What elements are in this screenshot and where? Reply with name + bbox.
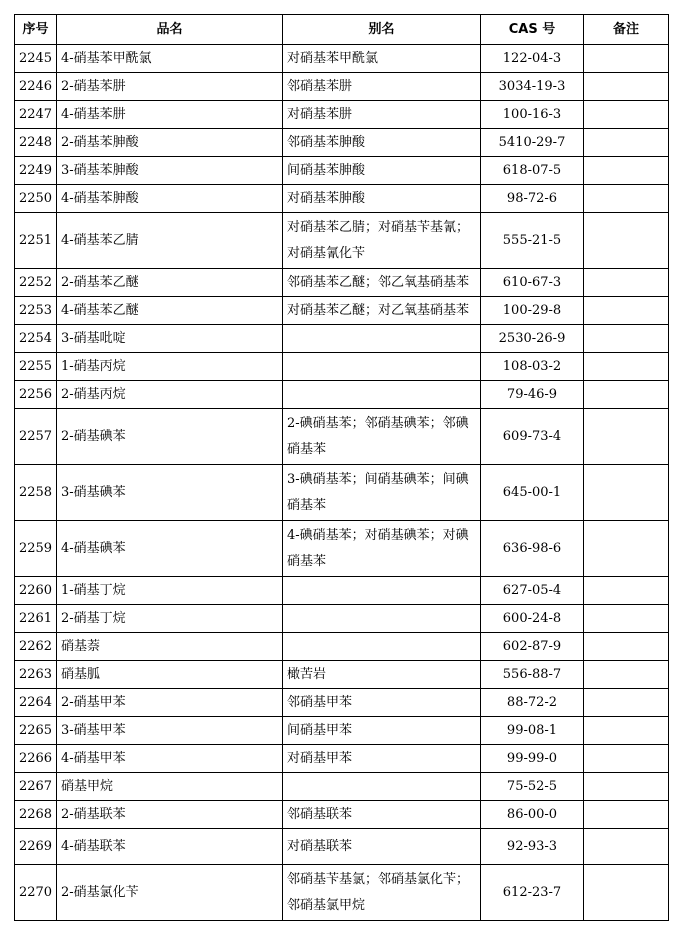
cell-name: 4-硝基联苯 — [57, 829, 283, 865]
alias-text: 邻硝基联苯 — [287, 806, 353, 822]
alias-text: 邻硝基苯肼 — [287, 78, 353, 94]
cell-note — [584, 865, 669, 921]
cell-alias — [283, 577, 481, 605]
cell-note — [584, 297, 669, 325]
cell-cas: 2530-26-9 — [481, 325, 584, 353]
cell-alias — [283, 325, 481, 353]
cell-note — [584, 689, 669, 717]
cell-cas: 98-72-6 — [481, 185, 584, 213]
cell-note — [584, 745, 669, 773]
cell-serial: 2268 — [15, 801, 57, 829]
cell-name: 2-硝基碘苯 — [57, 409, 283, 465]
cell-note — [584, 157, 669, 185]
alias-text: 邻硝基甲苯 — [287, 694, 353, 710]
table-row — [15, 325, 669, 353]
cell-note — [584, 801, 669, 829]
cell-alias — [283, 381, 481, 409]
cell-alias — [283, 45, 481, 73]
cell-serial: 2263 — [15, 661, 57, 689]
cell-alias — [283, 605, 481, 633]
cell-name: 4-硝基苯乙腈 — [57, 213, 283, 269]
cell-name: 4-硝基苯甲酰氯 — [57, 45, 283, 73]
cell-cas: 99-08-1 — [481, 717, 584, 745]
table-row — [15, 605, 669, 633]
cell-alias — [283, 129, 481, 157]
table-row — [15, 101, 669, 129]
cell-cas: 555-21-5 — [481, 213, 584, 269]
cell-note — [584, 325, 669, 353]
alias-text: 4-碘硝基苯；对硝基碘苯；对碘硝基苯 — [287, 527, 469, 569]
cell-name: 4-硝基苯乙醚 — [57, 297, 283, 325]
cell-serial: 2256 — [15, 381, 57, 409]
table-row — [15, 213, 669, 269]
cell-serial: 2245 — [15, 45, 57, 73]
table-row — [15, 45, 669, 73]
table-row — [15, 157, 669, 185]
cell-cas: 612-23-7 — [481, 865, 584, 921]
alias-text: 对硝基甲苯 — [287, 750, 353, 766]
alias-text: 邻硝基苯胂酸 — [287, 134, 366, 150]
cell-serial: 2270 — [15, 865, 57, 921]
alias-text: 对硝基苯乙腈；对硝基苄基氰；对硝基氰化苄 — [287, 219, 470, 261]
chemical-table — [14, 14, 669, 921]
cell-cas: 636-98-6 — [481, 521, 584, 577]
cell-alias — [283, 773, 481, 801]
cell-note — [584, 269, 669, 297]
cell-serial: 2249 — [15, 157, 57, 185]
cell-note — [584, 73, 669, 101]
cell-name: 3-硝基甲苯 — [57, 717, 283, 745]
alias-text: 间硝基甲苯 — [287, 722, 353, 738]
cell-name: 3-硝基苯胂酸 — [57, 157, 283, 185]
cell-serial: 2250 — [15, 185, 57, 213]
cell-alias — [283, 157, 481, 185]
cell-name: 2-硝基苯肼 — [57, 73, 283, 101]
cell-alias — [283, 297, 481, 325]
cell-serial: 2267 — [15, 773, 57, 801]
cell-name: 4-硝基碘苯 — [57, 521, 283, 577]
alias-text: 对硝基联苯 — [287, 838, 353, 854]
table-row — [15, 465, 669, 521]
alias-text: 2-碘硝基苯；邻硝基碘苯；邻碘硝基苯 — [287, 415, 469, 457]
table-row — [15, 353, 669, 381]
table-row — [15, 865, 669, 921]
cell-cas: 556-88-7 — [481, 661, 584, 689]
table-row — [15, 829, 669, 865]
header-row — [15, 15, 669, 45]
cell-alias — [283, 185, 481, 213]
cell-note — [584, 409, 669, 465]
cell-note — [584, 45, 669, 73]
cell-name: 1-硝基丁烷 — [57, 577, 283, 605]
cell-serial: 2260 — [15, 577, 57, 605]
cell-note — [584, 129, 669, 157]
cell-alias — [283, 829, 481, 865]
cell-cas: 600-24-8 — [481, 605, 584, 633]
table-row — [15, 717, 669, 745]
table-row — [15, 773, 669, 801]
cell-name: 硝基甲烷 — [57, 773, 283, 801]
cell-name: 4-硝基苯肼 — [57, 101, 283, 129]
cell-note — [584, 773, 669, 801]
cell-serial: 2247 — [15, 101, 57, 129]
cell-cas: 79-46-9 — [481, 381, 584, 409]
cell-serial: 2246 — [15, 73, 57, 101]
cell-name: 2-硝基甲苯 — [57, 689, 283, 717]
table-row — [15, 633, 669, 661]
cell-cas: 645-00-1 — [481, 465, 584, 521]
table-row — [15, 381, 669, 409]
cell-cas: 602-87-9 — [481, 633, 584, 661]
alias-text: 对硝基苯肼 — [287, 106, 353, 122]
cell-note — [584, 605, 669, 633]
cell-note — [584, 213, 669, 269]
alias-text: 间硝基苯胂酸 — [287, 162, 366, 178]
cell-cas: 3034-19-3 — [481, 73, 584, 101]
alias-text: 对硝基苯胂酸 — [287, 190, 366, 206]
table-row — [15, 521, 669, 577]
header-alias: 别名 — [283, 15, 481, 45]
header-cas: CAS 号 — [481, 15, 584, 45]
cell-serial: 2261 — [15, 605, 57, 633]
cell-serial: 2264 — [15, 689, 57, 717]
cell-note — [584, 661, 669, 689]
cell-alias — [283, 633, 481, 661]
cell-serial: 2257 — [15, 409, 57, 465]
cell-cas: 92-93-3 — [481, 829, 584, 865]
cell-alias — [283, 213, 481, 269]
table-row — [15, 689, 669, 717]
alias-text: 邻硝基苯乙醚；邻乙氧基硝基苯 — [287, 274, 470, 290]
cell-alias — [283, 661, 481, 689]
cell-cas: 88-72-2 — [481, 689, 584, 717]
alias-text: 对硝基苯乙醚；对乙氧基硝基苯 — [287, 302, 470, 318]
cell-note — [584, 101, 669, 129]
table-row — [15, 801, 669, 829]
cell-cas: 618-07-5 — [481, 157, 584, 185]
cell-alias — [283, 465, 481, 521]
cell-serial: 2254 — [15, 325, 57, 353]
cell-serial: 2265 — [15, 717, 57, 745]
cell-note — [584, 353, 669, 381]
cell-cas: 609-73-4 — [481, 409, 584, 465]
cell-name: 4-硝基苯胂酸 — [57, 185, 283, 213]
cell-note — [584, 465, 669, 521]
cell-cas: 100-16-3 — [481, 101, 584, 129]
cell-alias — [283, 865, 481, 921]
header-serial: 序号 — [15, 15, 57, 45]
cell-alias — [283, 409, 481, 465]
cell-cas: 610-67-3 — [481, 269, 584, 297]
cell-serial: 2266 — [15, 745, 57, 773]
table-row — [15, 577, 669, 605]
cell-serial: 2251 — [15, 213, 57, 269]
cell-note — [584, 521, 669, 577]
cell-alias — [283, 521, 481, 577]
alias-text: 3-碘硝基苯；间硝基碘苯；间碘硝基苯 — [287, 471, 469, 513]
cell-serial: 2252 — [15, 269, 57, 297]
cell-alias — [283, 269, 481, 297]
cell-serial: 2253 — [15, 297, 57, 325]
cell-alias — [283, 353, 481, 381]
cell-name: 3-硝基吡啶 — [57, 325, 283, 353]
cell-cas: 108-03-2 — [481, 353, 584, 381]
cell-note — [584, 381, 669, 409]
alias-text: 对硝基苯甲酰氯 — [287, 50, 379, 66]
cell-name: 2-硝基丙烷 — [57, 381, 283, 409]
cell-cas: 86-00-0 — [481, 801, 584, 829]
cell-note — [584, 633, 669, 661]
cell-serial: 2255 — [15, 353, 57, 381]
cell-name: 3-硝基碘苯 — [57, 465, 283, 521]
cell-name: 硝基萘 — [57, 633, 283, 661]
cell-name: 2-硝基丁烷 — [57, 605, 283, 633]
table-row — [15, 409, 669, 465]
cell-name: 4-硝基甲苯 — [57, 745, 283, 773]
cell-alias — [283, 101, 481, 129]
cell-name: 2-硝基联苯 — [57, 801, 283, 829]
cell-note — [584, 577, 669, 605]
cell-serial: 2262 — [15, 633, 57, 661]
cell-name: 1-硝基丙烷 — [57, 353, 283, 381]
header-name: 品名 — [57, 15, 283, 45]
cell-serial: 2248 — [15, 129, 57, 157]
table-row — [15, 269, 669, 297]
table-row — [15, 297, 669, 325]
cell-cas: 75-52-5 — [481, 773, 584, 801]
alias-text: 邻硝基苄基氯；邻硝基氯化苄；邻硝基氯甲烷 — [287, 871, 470, 913]
cell-name: 2-硝基氯化苄 — [57, 865, 283, 921]
cell-cas: 122-04-3 — [481, 45, 584, 73]
cell-cas: 100-29-8 — [481, 297, 584, 325]
cell-name: 2-硝基苯胂酸 — [57, 129, 283, 157]
table-row — [15, 745, 669, 773]
table-row — [15, 129, 669, 157]
cell-serial: 2259 — [15, 521, 57, 577]
cell-alias — [283, 689, 481, 717]
cell-name: 2-硝基苯乙醚 — [57, 269, 283, 297]
table-row — [15, 185, 669, 213]
alias-text: 橄苦岩 — [287, 666, 327, 682]
cell-alias — [283, 745, 481, 773]
cell-cas: 5410-29-7 — [481, 129, 584, 157]
header-note: 备注 — [584, 15, 669, 45]
table-body — [15, 45, 669, 921]
cell-alias — [283, 801, 481, 829]
cell-serial: 2269 — [15, 829, 57, 865]
cell-alias — [283, 717, 481, 745]
table-row — [15, 661, 669, 689]
cell-cas: 99-99-0 — [481, 745, 584, 773]
cell-alias — [283, 73, 481, 101]
cell-note — [584, 829, 669, 865]
cell-name: 硝基胍 — [57, 661, 283, 689]
cell-note — [584, 717, 669, 745]
cell-note — [584, 185, 669, 213]
table-row — [15, 73, 669, 101]
cell-cas: 627-05-4 — [481, 577, 584, 605]
cell-serial: 2258 — [15, 465, 57, 521]
